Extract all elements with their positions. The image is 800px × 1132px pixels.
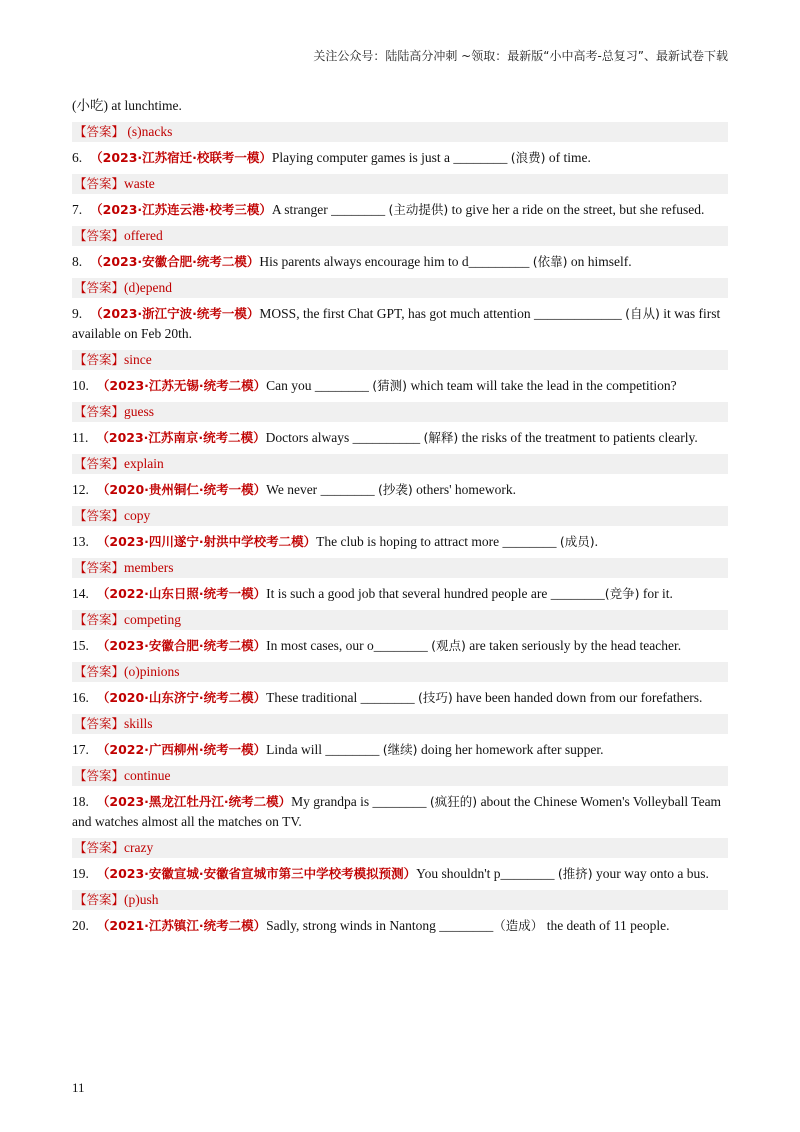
question-number: 15. [72, 638, 89, 653]
question-blank: ________ [435, 918, 494, 933]
answer-text: since [124, 352, 152, 367]
question-item [72, 688, 728, 708]
answer-bar [72, 558, 728, 578]
question-text-end: to give her a ride on the street, but she refused. [448, 202, 705, 217]
question-hint: (疯狂的) [429, 794, 478, 809]
question-hint: (成员) [559, 534, 595, 549]
question-number: 14. [72, 586, 89, 601]
answer-text: guess [124, 404, 155, 419]
question-number: 20. [72, 918, 89, 933]
question-text-end: it was first available on Feb 20th. [72, 306, 721, 341]
question-item [72, 636, 728, 656]
answer-tag: 【答案】 [74, 716, 125, 731]
question-list [72, 96, 728, 942]
question-number: 6. [72, 150, 83, 165]
question-source: （2021·江苏镇江·统考二模） [96, 918, 267, 933]
question-source: （2020·山东济宁·统考二模） [96, 690, 267, 705]
question-item [72, 584, 728, 604]
answer-bar [72, 454, 728, 474]
question-hint: （造成） [493, 918, 544, 933]
question-number: 8. [72, 254, 83, 269]
question-hint: (抄袭) [377, 482, 413, 497]
question-number: 10. [72, 378, 89, 393]
question-source: （2022·广西柳州·统考一模） [96, 742, 267, 757]
answer-tag: 【答案】 [74, 664, 125, 679]
answer-text: offered [124, 228, 163, 243]
question-hint: (观点) [431, 638, 466, 653]
question-blank: ________ [357, 690, 419, 705]
answer-tag: 【答案】 [74, 280, 125, 295]
question-blank: ________ [327, 202, 389, 217]
answer-bar [72, 766, 728, 786]
question-text-end: others' homework. [412, 482, 516, 497]
page-number: 11 [72, 1080, 85, 1095]
question-number: 7. [72, 202, 83, 217]
question-item [72, 148, 728, 168]
question-hint: (解释) [423, 430, 459, 445]
question-source: （2023·江苏宿迁·校联考一模） [90, 150, 272, 165]
answer-text: competing [124, 612, 182, 627]
question-hint: (继续) [382, 742, 418, 757]
question-source: （2023·江苏南京·统考二模） [96, 430, 266, 445]
question-hint: (自从) [625, 306, 660, 321]
answer-tag: 【答案】 [74, 124, 125, 139]
answer-text: copy [124, 508, 151, 523]
question-text: You shouldn't p [416, 866, 501, 881]
answer-bar [72, 838, 728, 858]
question-number: 11. [72, 430, 89, 445]
question-blank: ________ [311, 378, 373, 393]
question-blank: ________ [450, 150, 511, 165]
question-source: （2020·贵州铜仁·统考一模） [96, 482, 267, 497]
question-blank: ________ [317, 482, 378, 497]
answer-text: explain [124, 456, 164, 471]
answer-text: waste [124, 176, 155, 191]
question-item [72, 480, 728, 500]
question-source: （2023·四川遂宁·射洪中学校考二模） [96, 534, 317, 549]
answer-tag: 【答案】 [74, 840, 125, 855]
question-item [72, 252, 728, 272]
question-hint: (推挤) [557, 866, 593, 881]
question-text-end: have been handed down from our forefathers. [452, 690, 703, 705]
question-item [72, 532, 728, 552]
question-text-end: about the Chinese Women's Volleyball Team and watches almost all the matches on TV. [72, 794, 722, 829]
question-text: Sadly, strong winds in Nantong [266, 918, 436, 933]
answer-bar [72, 714, 728, 734]
question-item [72, 200, 728, 220]
answer-bar [72, 662, 728, 682]
question-hint: (竞争) [604, 586, 640, 601]
question-hint: (技巧) [418, 690, 453, 705]
question-source: （2023·江苏连云港·校考三模） [90, 202, 272, 217]
answer-tag: 【答案】 [74, 352, 125, 367]
question-source: （2022·山东日照·统考一模） [96, 586, 267, 601]
question-item [72, 740, 728, 760]
question-text-end: which team will take the lead in the competition? [407, 378, 677, 393]
question-text: My grandpa is [291, 794, 370, 809]
question-text-end: for it. [639, 586, 673, 601]
lead-line: (小吃) at lunchtime. [72, 98, 182, 113]
answer-tag: 【答案】 [74, 768, 125, 783]
question-blank: ________ [373, 638, 432, 653]
answer-bar [72, 506, 728, 526]
answer-text: continue [124, 768, 171, 783]
question-text-end: doing her homework after supper. [417, 742, 604, 757]
question-text: Can you [266, 378, 312, 393]
question-blank: ________ [547, 586, 605, 601]
question-item [72, 792, 728, 832]
question-number: 19. [72, 866, 89, 881]
answer-bar [72, 122, 728, 142]
question-text-end: . [594, 534, 599, 549]
question-item [72, 864, 728, 884]
question-text: Linda will [266, 742, 323, 757]
question-text: The club is hoping to attract more [316, 534, 500, 549]
answer-tag: 【答案】 [74, 456, 125, 471]
question-source: （2023·安徽合肥·统考二模） [90, 254, 260, 269]
question-text-end: are taken seriously by the head teacher. [465, 638, 682, 653]
answer-bar [72, 402, 728, 422]
answer-tag: 【答案】 [74, 612, 125, 627]
answer-tag: 【答案】 [74, 508, 125, 523]
answer-text: (p)ush [124, 892, 159, 907]
question-blank: ________ [499, 534, 560, 549]
answer-bar [72, 174, 728, 194]
question-text-end: the death of 11 people. [543, 918, 670, 933]
question-text: Doctors always [265, 430, 350, 445]
question-blank: _________ [468, 254, 533, 269]
answer-bar [72, 226, 728, 246]
answer-bar [72, 278, 728, 298]
question-text-end: of time. [545, 150, 591, 165]
answer-text: members [124, 560, 174, 575]
question-text: Playing computer games is just a [271, 150, 451, 165]
question-number: 13. [72, 534, 89, 549]
answer-bar [72, 350, 728, 370]
answer-bar [72, 890, 728, 910]
question-blank: ________ [500, 866, 558, 881]
question-hint: (主动提供) [388, 202, 449, 217]
question-blank: _____________ [530, 306, 626, 321]
question-number: 16. [72, 690, 89, 705]
question-item [72, 916, 728, 936]
question-item [72, 304, 728, 344]
question-source: （2023·浙江宁波·统考一模） [90, 306, 260, 321]
question-hint: (猜测) [372, 378, 408, 393]
question-text: It is such a good job that several hundred people are [266, 586, 548, 601]
question-text: MOSS, the first Chat GPT, has got much attention [259, 306, 531, 321]
question-number: 18. [72, 794, 89, 809]
page-header: 关注公众号：陆陆高分冲刺 ~领取：最新版“小中高考-总复习”、最新试卷下载 [313, 49, 728, 63]
question-source: （2023·安徽合肥·统考二模） [96, 638, 267, 653]
question-source: （2023·安徽宣城·安徽省宣城市第三中学校考模拟预测） [96, 866, 417, 881]
question-text: His parents always encourage him to d [259, 254, 469, 269]
question-text-end: your way onto a bus. [592, 866, 709, 881]
question-blank: ________ [369, 794, 430, 809]
question-number: 12. [72, 482, 89, 497]
question-source: （2023·黑龙江牡丹江·统考二模） [96, 794, 292, 809]
answer-text: crazy [124, 840, 154, 855]
answer-tag: 【答案】 [74, 176, 125, 191]
answer-bar [72, 610, 728, 630]
question-text: We never [266, 482, 318, 497]
question-blank: __________ [349, 430, 424, 445]
question-item [72, 428, 728, 448]
question-text: A stranger [271, 202, 328, 217]
question-text: In most cases, our o [266, 638, 374, 653]
question-hint: (依靠) [532, 254, 568, 269]
question-text: These traditional [266, 690, 358, 705]
answer-text: (o)pinions [124, 664, 180, 679]
question-item [72, 376, 728, 396]
answer-tag: 【答案】 [74, 228, 125, 243]
answer-text: (d)epend [124, 280, 172, 295]
question-blank: ________ [322, 742, 383, 757]
answer-tag: 【答案】 [74, 560, 125, 575]
answer-text: (s)nacks [127, 124, 173, 139]
question-text-end: on himself. [567, 254, 632, 269]
answer-tag: 【答案】 [74, 892, 125, 907]
question-number: 9. [72, 306, 83, 321]
question-text-end: the risks of the treatment to patients clearly. [458, 430, 698, 445]
question-number: 17. [72, 742, 89, 757]
answer-tag: 【答案】 [74, 404, 125, 419]
question-hint: (浪费) [510, 150, 546, 165]
question-source: （2023·江苏无锡·统考二模） [96, 378, 267, 393]
answer-text: skills [124, 716, 153, 731]
